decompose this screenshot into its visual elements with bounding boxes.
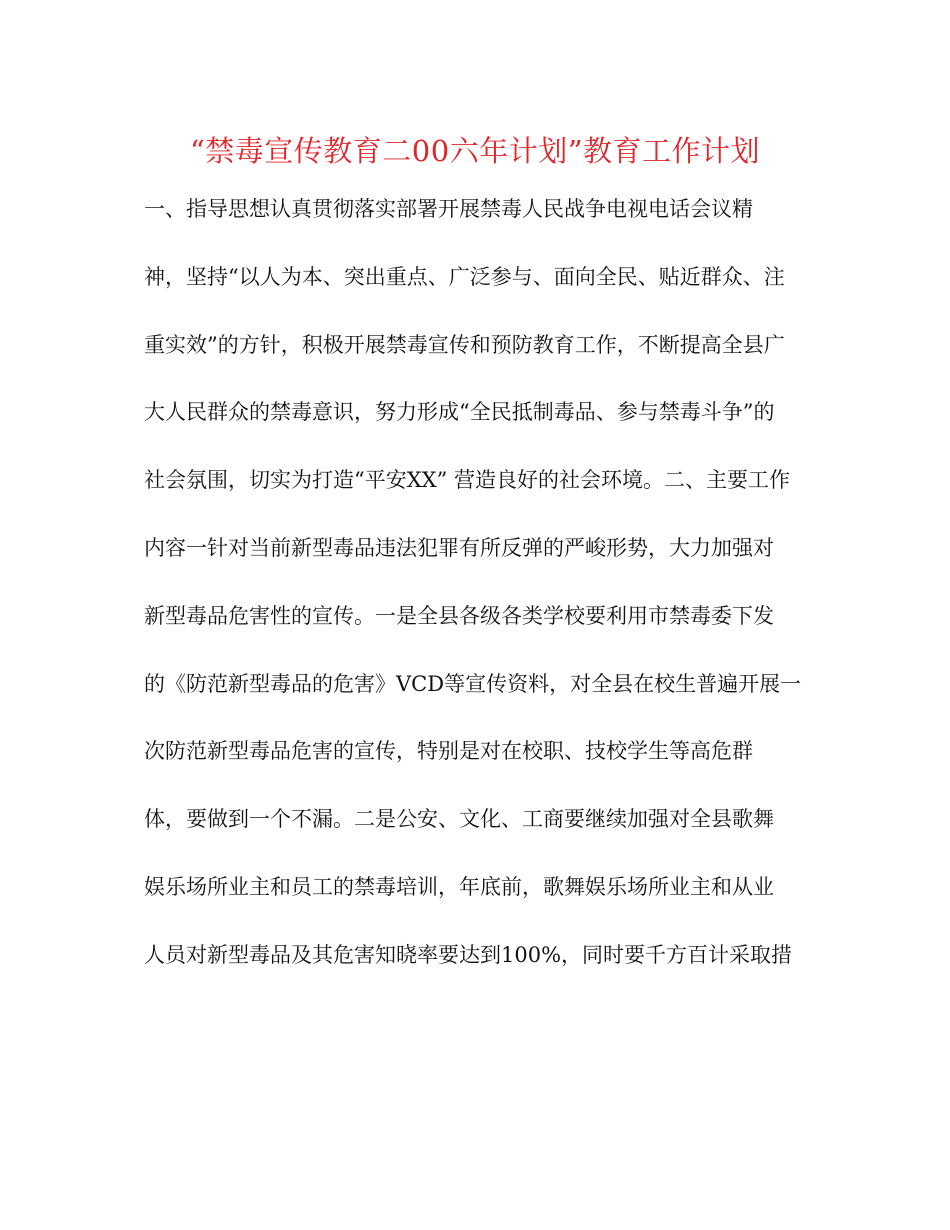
- body-line: 神，坚持“以人为本、突出重点、广泛参与、面向全民、贴近群众、注: [144, 264, 785, 289]
- body-line: 娱乐场所业主和员工的禁毒培训，年底前，歌舞娱乐场所业主和从业: [144, 874, 774, 899]
- body-line: 新型毒品危害性的宣传。一是全县各级各类学校要利用市禁毒委下发: [144, 603, 774, 628]
- body-line: 社会氛围，切实为打造“平安XX” 营造良好的社会环境。二、主要工作: [144, 468, 791, 493]
- body-line: 的《防范新型毒品的危害》VCD等宣传资料，对全县在校生普遍开展一: [144, 671, 802, 696]
- document-title: “禁毒宣传教育二00六年计划”教育工作计划: [189, 134, 761, 168]
- body-line: 次防范新型毒品危害的宣传，特别是对在校职、技校学生等高危群: [144, 739, 753, 764]
- body-line: 内容一针对当前新型毒品违法犯罪有所反弹的严峻形势，大力加强对: [144, 535, 774, 560]
- body-line: 一、指导思想认真贯彻落实部署开展禁毒人民战争电视电话会议精: [144, 197, 753, 221]
- document-body: [144, 188, 814, 1002]
- body-line: 体，要做到一个不漏。二是公安、文化、工商要继续加强对全县歌舞: [144, 807, 774, 832]
- body-line: 重实效”的方针，积极开展禁毒宣传和预防教育工作，不断提高全县广: [144, 332, 785, 357]
- body-line: 大人民群众的禁毒意识，努力形成“全民抵制毒品、参与禁毒斗争”的: [144, 400, 775, 425]
- body-line: 人员对新型毒品及其危害知晓率要达到100%，同时要千方百计采取措: [144, 942, 793, 967]
